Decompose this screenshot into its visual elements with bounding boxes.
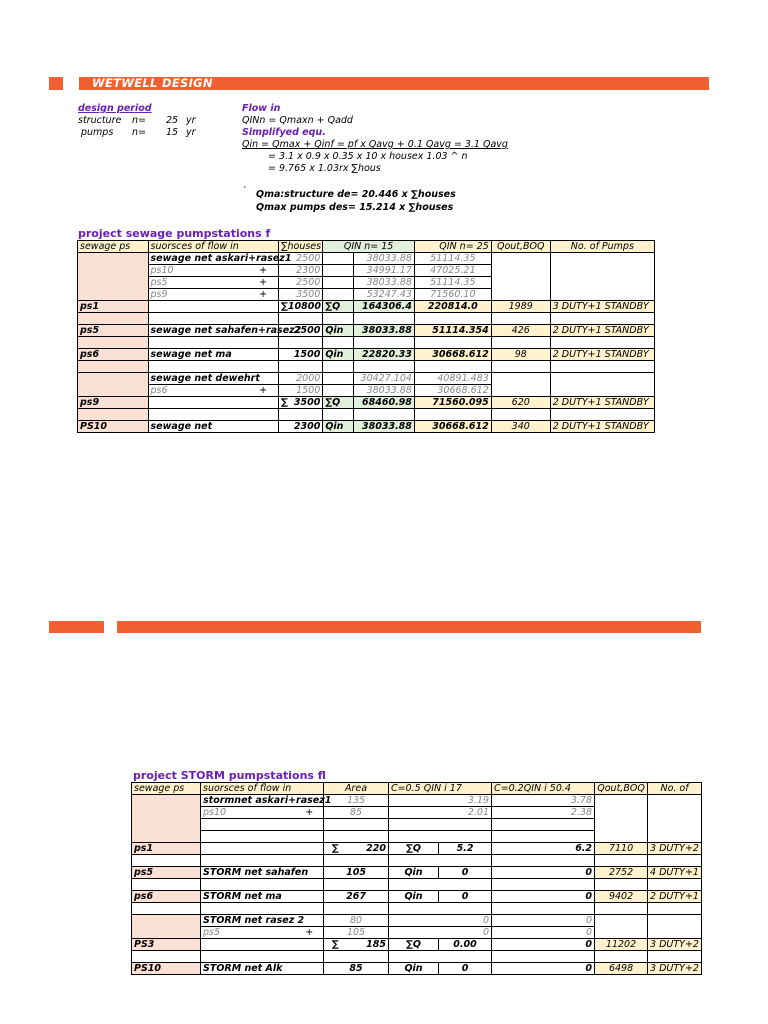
table-row — [78, 325, 655, 337]
spacer-row — [132, 903, 702, 915]
qin15-cell: 30427.104 — [353, 373, 414, 385]
source-cell: stormnet askari+rasez1 — [201, 795, 324, 807]
spacer-row — [132, 879, 702, 891]
qin-label: Qin — [389, 891, 439, 903]
source-cell: STORM net Alk — [201, 963, 324, 975]
area-total: 220 — [366, 843, 387, 854]
pumps-cell: 3 DUTY+2 — [648, 843, 702, 855]
area-cell: 105 — [324, 927, 389, 939]
header-qin17: C=0.5 QIN i 17 — [389, 783, 492, 795]
spacer-row — [132, 951, 702, 963]
q50-cell: 0 — [492, 867, 595, 879]
qin15-cell: 38033.88 — [353, 253, 414, 265]
qmax-pumps: Qmax pumps des= 15.214 x ∑houses — [256, 202, 454, 213]
flow-equation-4: = 9.765 x 1.03rx ∑hous — [268, 163, 381, 174]
qin25-cell: 51114.35 — [414, 277, 491, 289]
qin15-cell: 53247.43 — [353, 289, 414, 301]
storm-header-row — [132, 783, 702, 795]
table-row — [78, 397, 655, 409]
sum-q-label: ∑Q — [389, 939, 439, 951]
ps-name-cell — [132, 795, 201, 843]
header-qin50: C=0.2QIN i 50.4 — [492, 783, 595, 795]
q17-cell: 0 — [439, 867, 492, 879]
source-cell: STORM net rasez 2 — [201, 915, 324, 927]
q17-cell: 0 — [439, 891, 492, 903]
structure-n: n= — [132, 115, 146, 126]
header-houses: ∑houses — [279, 241, 323, 253]
pumps-cell: 2 DUTY+1 STANDBY — [550, 349, 654, 361]
pumps-cell: 3 DUTY+1 STANDBY — [550, 301, 654, 313]
source-cell: sewage net — [148, 421, 279, 433]
flow-title: Flow in — [242, 103, 281, 114]
qin25-cell: 30668.612 — [414, 349, 491, 361]
q17-total: 5.2 — [439, 843, 492, 855]
pumps-cell: 3 DUTY+2 — [648, 963, 702, 975]
qin-label: Qin — [389, 867, 439, 879]
houses-cell: 2300 — [279, 265, 323, 277]
banner-title: WETWELL DESIGN — [92, 76, 213, 90]
source-cell: ps5 — [148, 277, 248, 289]
qin-label: Qin — [323, 421, 354, 433]
qin25-total: 71560.095 — [414, 397, 491, 409]
table-row — [132, 939, 702, 951]
source-cell: ps6 — [148, 385, 248, 397]
qout-cell: 620 — [491, 397, 550, 409]
qout-cell: 11202 — [595, 939, 648, 951]
sigma-symbol: ∑ — [332, 843, 339, 854]
plus-cell: + — [248, 277, 279, 289]
qin15-cell: 22820.33 — [353, 349, 414, 361]
table-row — [78, 301, 655, 313]
storm-title: project STORM pumpstations fl — [133, 769, 326, 782]
plus-cell: + — [248, 265, 279, 277]
q17-cell: 0 — [389, 927, 492, 939]
area-cell: 85 — [324, 963, 389, 975]
qin25-cell: 47025.21 — [414, 265, 491, 277]
header-storm-ps: sewage ps — [132, 783, 201, 795]
source-cell: STORM net ma — [201, 891, 324, 903]
simplified-label: Simplifyed equ. — [242, 127, 326, 138]
area-total: 185 — [366, 939, 387, 950]
area-cell: 85 — [324, 807, 389, 819]
plus-cell: + — [248, 385, 279, 397]
area-cell: 105 — [324, 867, 389, 879]
sigma-symbol: ∑ — [281, 397, 288, 408]
qin15-total: 68460.98 — [353, 397, 414, 409]
table-row — [132, 867, 702, 879]
spacer-row — [78, 409, 655, 421]
pumps-unit: yr — [186, 127, 196, 138]
q17-total: 0.00 — [439, 939, 492, 951]
sum-q-label: ∑Q — [389, 843, 439, 855]
sum-q-label: ∑Q — [323, 301, 354, 313]
table-row — [78, 373, 655, 385]
ps-name-cell: PS3 — [132, 939, 201, 951]
qout-cell: 9402 — [595, 891, 648, 903]
qin15-total: 164306.4 — [353, 301, 414, 313]
source-cell: ps10 — [201, 807, 296, 819]
pumps-cell: 3 DUTY+2 — [648, 939, 702, 951]
qin25-total: 220814.0 — [414, 301, 491, 313]
qin25-cell: 40891.483 — [414, 373, 491, 385]
header-sewage-ps: sewage ps — [78, 241, 149, 253]
q17-cell: 3.19 — [389, 795, 492, 807]
sigma-symbol: ∑ — [332, 939, 339, 950]
header-qin15: QIN n= 15 — [323, 241, 415, 253]
qin-label: Qin — [323, 325, 354, 337]
ps-name-cell: ps6 — [78, 349, 149, 361]
houses-total: 10800 — [287, 301, 321, 312]
q50-cell: 2.38 — [492, 807, 595, 819]
area-cell: 267 — [324, 891, 389, 903]
qin25-cell: 71560.10 — [414, 289, 491, 301]
pumps-cell: 2 DUTY+1 — [648, 891, 702, 903]
qin25-cell: 30668.612 — [414, 421, 491, 433]
ps-name-cell: ps5 — [132, 867, 201, 879]
houses-cell: 2300 — [279, 421, 323, 433]
banner-left-block — [49, 77, 63, 90]
plus-cell: + — [248, 289, 279, 301]
pumps-label: pumps — [81, 127, 114, 138]
area-cell: 135 — [324, 795, 389, 807]
ps-name-cell: PS10 — [78, 421, 149, 433]
design-period-label: design period — [78, 103, 152, 114]
pumps-years: 15 — [166, 127, 179, 138]
plus-cell: + — [296, 807, 324, 819]
houses-cell: 2500 — [279, 277, 323, 289]
divider-bar-left — [49, 621, 104, 633]
qin15-cell: 38033.88 — [353, 421, 414, 433]
source-cell: sewage net askari+rasez1 — [148, 253, 279, 265]
sum-q-label: ∑Q — [323, 397, 354, 409]
header-sources: suorsces of flow in — [148, 241, 279, 253]
qin-label: Qin — [389, 963, 439, 975]
structure-years: 25 — [166, 115, 179, 126]
structure-label: structure — [78, 115, 122, 126]
flow-equation-3: = 3.1 x 0.9 x 0.35 x 10 x housex 1.03 ^ n — [268, 151, 468, 162]
header-pumps: No. of — [648, 783, 702, 795]
q17-cell: 0 — [389, 915, 492, 927]
source-cell: sewage net ma — [148, 349, 279, 361]
flow-equation-2: Qin = Qmax + Qinf = pf x Qavg + 0.1 Qavg = 3.1 Qavg — [242, 139, 508, 150]
qout-cell: 7110 — [595, 843, 648, 855]
qout-cell: 1989 — [491, 301, 550, 313]
area-cell: 80 — [324, 915, 389, 927]
qmax-structure: Qma:structure de= 20.446 x ∑houses — [256, 189, 456, 200]
houses-cell: 3500 — [279, 289, 323, 301]
ps-name-cell — [78, 253, 149, 301]
q50-cell: 0 — [492, 963, 595, 975]
qout-cell: 6498 — [595, 963, 648, 975]
qin15-cell: 38033.88 — [353, 385, 414, 397]
houses-cell: 1500 — [279, 349, 323, 361]
ps-name-cell: ps1 — [78, 301, 149, 313]
q17-cell: 0 — [439, 963, 492, 975]
spacer-row — [78, 337, 655, 349]
ps-name-cell — [78, 373, 149, 397]
q50-cell: 0 — [492, 915, 595, 927]
houses-cell: 2500 — [279, 325, 323, 337]
houses-total: 3500 — [293, 397, 321, 408]
pumps-n: n= — [132, 127, 146, 138]
header-qout: Qout,BOQ — [595, 783, 648, 795]
qin25-cell: 51114.35 — [414, 253, 491, 265]
q50-cell: 0 — [492, 927, 595, 939]
ps-name-cell: ps1 — [132, 843, 201, 855]
q50-total: 0 — [492, 939, 595, 951]
qin25-cell: 30668.612 — [414, 385, 491, 397]
table-row — [132, 963, 702, 975]
header-qout: Qout,BOQ — [491, 241, 550, 253]
source-cell: sewage net sahafen+rasez2 — [148, 325, 279, 337]
source-cell: sewage net dewehrt — [148, 373, 279, 385]
ps-name-cell: ps5 — [78, 325, 149, 337]
q17-cell: 2.01 — [389, 807, 492, 819]
houses-cell: 2500 — [279, 253, 323, 265]
spacer-row — [132, 855, 702, 867]
table-row — [78, 349, 655, 361]
qin15-cell: 34991.17 — [353, 265, 414, 277]
q50-cell: 3.78 — [492, 795, 595, 807]
ps-name-cell: ps6 — [132, 891, 201, 903]
qin-label: Qin — [323, 349, 354, 361]
qout-cell: 340 — [491, 421, 550, 433]
source-cell: ps5 — [201, 927, 296, 939]
sigma-symbol: ∑ — [281, 301, 288, 312]
table-row — [132, 843, 702, 855]
table-row — [132, 795, 702, 807]
houses-cell: 1500 — [279, 385, 323, 397]
spacer-row — [78, 313, 655, 325]
qin25-cell: 51114.354 — [414, 325, 491, 337]
q50-total: 6.2 — [492, 843, 595, 855]
table-row — [78, 421, 655, 433]
qout-cell: 2752 — [595, 867, 648, 879]
divider-bar-right — [117, 621, 701, 633]
sewage-header-row — [78, 241, 655, 253]
table-row — [132, 915, 702, 927]
structure-unit: yr — [186, 115, 196, 126]
pumps-cell: 4 DUTY+1 — [648, 867, 702, 879]
source-cell: STORM net sahafen — [201, 867, 324, 879]
ps-name-cell: PS10 — [132, 963, 201, 975]
source-cell: ps9 — [148, 289, 248, 301]
spacer-row — [78, 361, 655, 373]
tick-mark: ` — [242, 186, 247, 197]
pumps-cell: 2 DUTY+1 STANDBY — [550, 325, 654, 337]
table-row — [132, 891, 702, 903]
storm-table — [131, 782, 702, 975]
source-cell: ps10 — [148, 265, 248, 277]
qin15-cell: 38033.88 — [353, 325, 414, 337]
houses-cell: 2000 — [279, 373, 323, 385]
ps-name-cell — [132, 915, 201, 939]
q50-cell: 0 — [492, 891, 595, 903]
ps-name-cell: ps9 — [78, 397, 149, 409]
header-area: Area — [324, 783, 389, 795]
plus-cell: + — [296, 927, 324, 939]
flow-equation-1: QINn = Qmaxn + Qadd — [242, 115, 353, 126]
sewage-title: project sewage pumpstations f — [78, 227, 271, 240]
table-row — [78, 253, 655, 265]
qin15-cell: 38033.88 — [353, 277, 414, 289]
sewage-table — [77, 240, 655, 433]
pumps-cell: 2 DUTY+1 STANDBY — [550, 421, 654, 433]
qout-cell: 98 — [491, 349, 550, 361]
header-sources: suorsces of flow in — [201, 783, 324, 795]
header-qin25: QIN n= 25 — [414, 241, 491, 253]
header-pumps: No. of Pumps — [550, 241, 654, 253]
qout-cell: 426 — [491, 325, 550, 337]
pumps-cell: 2 DUTY+1 STANDBY — [550, 397, 654, 409]
